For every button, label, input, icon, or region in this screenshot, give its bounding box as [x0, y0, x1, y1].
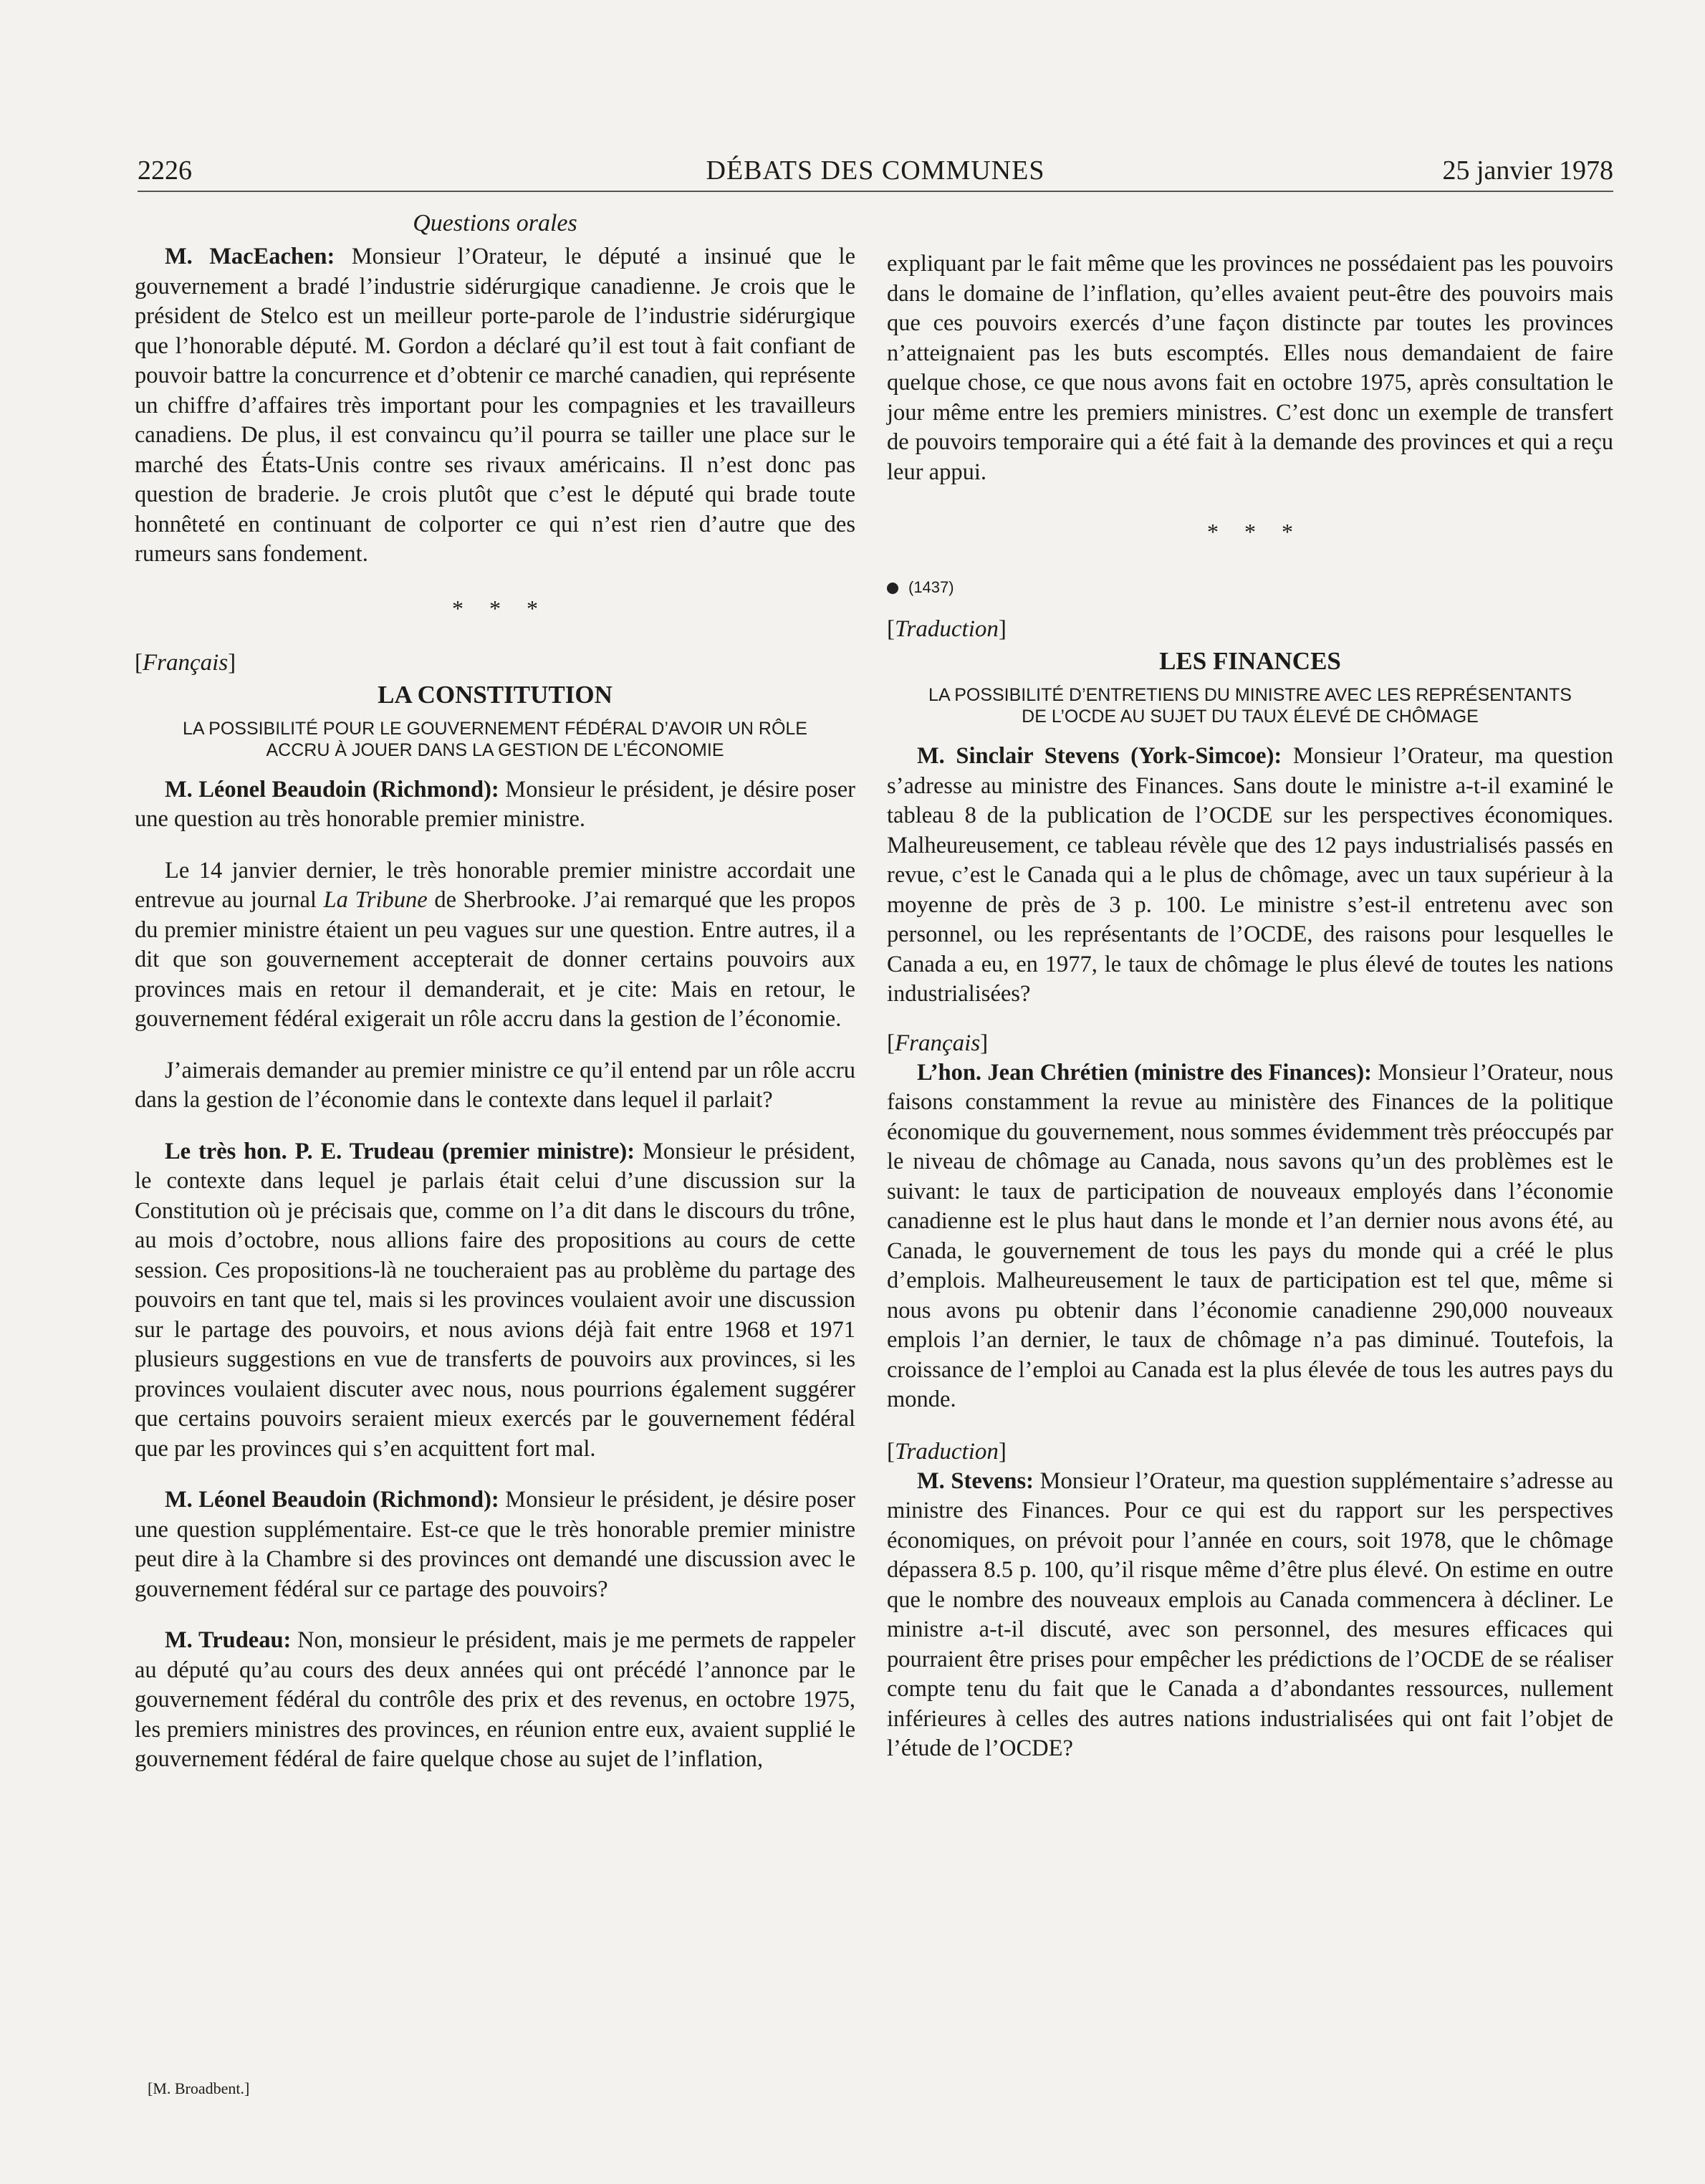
speaker-name: L’hon. Jean Chrétien (ministre des Finances): — [917, 1059, 1372, 1086]
speaker-name: M. Trudeau: — [165, 1627, 292, 1653]
left-column — [135, 208, 855, 1775]
speech-text: Monsieur le président, je désire poser une question au très honorable premier ministre. — [135, 776, 856, 832]
speech-text: Monsieur le président, je désire poser une question supplémentaire. Est-ce que le très honorable premier ministre peut dire à la Chambre si des provinces ont demandé une discussion avec le gouvernement fédéral sur ce partage des pouvoirs? — [135, 1487, 856, 1602]
footnote: [M. Broadbent.] — [148, 2079, 250, 2097]
paragraph — [887, 742, 1613, 1010]
paragraph — [135, 1626, 855, 1775]
language-tag: [Traduction] — [887, 1438, 1007, 1465]
section-separator: * * * — [1207, 519, 1293, 545]
speech-text: Monsieur l’Orateur, ma question s’adresse au ministre des Finances. Sans doute le ministre a-t-il examiné le tableau 8 de la publication de l’OCDE sur les perspectives économiques. Malheureusement, ce tableau révèle que des 12 pays industrialisés passés en revue, c’est le Canada qui a le plus de chômage, avec un taux supérieur à la moyenne de près de 3 p. 100. Le ministre s’est-il entretenu avec son personnel, ou les représentants de l’OCDE, des raisons pour lesquelles le Canada a eu, en 1977, le taux de chômage le plus élevé de toutes les nations industrialisées? — [887, 743, 1613, 1007]
speaker-name: M. Sinclair Stevens (York-Simcoe): — [917, 743, 1282, 769]
speech-text: Non, monsieur le président, mais je me permets de rappeler au député qu’au cours des deux années qui ont précédé l’annonce par le gouvernement fédéral du contrôle des prix et des revenus, en octobre 1975, les premiers ministres des provinces, en réunion entre eux, avaient supplié le gouvernement fédéral de faire quelque chose au sujet de l’inflation, — [135, 1627, 855, 1772]
paragraph — [135, 775, 855, 835]
speech-text: Monsieur l’Orateur, nous faisons constamment la revue au ministère des Finances de la politique économique du gouvernement, nous sommes évidemment très préoccupés par le niveau de chômage au Canada, nous savons qu’un des problèmes est le suivant: le taux de participation de nouveaux employés dans l’économie canadienne est le plus haut dans le monde et l’an dernier nous avons été, au Canada, le gouvernement de tous les pays du monde qui a créé le plus d’emplois. Malheureusement le taux de participation est tel que, même si nous avons pu obtenir dans l’économie canadienne 290,000 nouveaux emplois l’an dernier, le taux de chômage n’a pas diminué. Toutefois, la croissance de l’emploi au Canada est la plus élevée de tous les autres pays du monde. — [887, 1059, 1613, 1412]
paragraph: expliquant par le fait même que les provinces ne possédaient pas les pouvoirs dans le domaine de l’inflation, qu’elles avaient peut-être des pouvoirs mais que ces pouvoirs exercés d’une façon distincte par toutes les provinces n’atteignaient pas les buts escomptés. Elles nous demandaient de faire quelque chose, ce que nous avons fait en octobre 1975, après consultation le jour même entre les premiers ministres. C’est donc un exemple de transfert de pouvoirs temporaire qui a été fait à la demande des provinces et qui a reçu leur appui. — [887, 251, 1613, 485]
language-tag: [Traduction] — [887, 616, 1007, 642]
speaker-name: M. Léonel Beaudoin (Richmond): — [165, 776, 499, 803]
paragraph: Le 14 janvier dernier, le très honorable premier ministre accordait une entrevue au journal La Tribune de Sherbrooke. J’ai remarqué que les propos du premier ministre étaient un peu vagues sur une question. Entre autres, il a dit que son gouvernement accepterait de donner certains pouvoirs aux provinces mais en retour il demanderait, et je cite: Mais en retour, le gouvernement fédéral exigerait un rôle accru dans la gestion de l’économie. — [135, 857, 856, 1032]
paragraph — [135, 1137, 855, 1465]
heading: LES FINANCES — [1159, 647, 1341, 675]
language-tag: [Français] — [887, 1030, 989, 1056]
bullet-icon — [887, 583, 898, 594]
paragraph — [887, 1058, 1613, 1415]
paragraph — [135, 1485, 855, 1604]
issue-date: 25 janvier 1978 — [1442, 155, 1613, 186]
subheading: LA POSSIBILITÉ POUR LE GOUVERNEMENT FÉDÉRAL D’AVOIR UN RÔLE ACCRU À JOUER DANS LA GESTION DE L’ÉCONOMIE — [183, 718, 807, 760]
paragraph: J’aimerais demander au premier ministre ce qu’il entend par un rôle accru dans la gestion de l’économie dans le contexte dans lequel il parlait? — [135, 1057, 855, 1113]
time-marker: (1437) — [887, 577, 1613, 598]
speaker-name: M. Stevens: — [917, 1467, 1034, 1494]
speech-text: Monsieur l’Orateur, le député a insinué que le gouvernement a bradé l’industrie sidérurgique canadienne. Je crois que le président de Stelco est un meilleur porte-parole de l’industrie sidérurgique que l’honorable député. M. Gordon a déclaré qu’il est tout à fait confiant de pouvoir battre la concurrence et d’obtenir ce marché canadien, qui représente un chiffre d’affaires très important pour les compagnies et les travailleurs canadiens. De plus, il est convaincu qu’il pourra se tailler une place sur le marché des États-Unis contre ses rivaux américains. Il n’est donc pas question de braderie. Je crois plutôt que c’est le député qui brade toute honnêteté en continuant de colporter ce qui n’est rien d’autre que des rumeurs sans fondement. — [135, 244, 855, 567]
paragraph — [887, 1467, 1613, 1764]
running-header — [138, 150, 1613, 192]
heading: LA CONSTITUTION — [378, 680, 613, 709]
speech-text: Monsieur l’Orateur, ma question supplémentaire s’adresse au ministre des Finances. Pour ce qui est du rapport sur les perspectives économiques, on prévoit pour l’année en cours, soit 1978, que le chômage dépassera 8.5 p. 100, qu’il risque même d’être plus élevé. On estime en outre que le nombre des nouveaux emplois au Canada commencera à décliner. Le ministre a-t-il discuté, avec son personnel, des mesures efficaces qui pourraient être prises pour empêcher les prédictions de l’OCDE de se réaliser compte tenu du fait que le Canada a d’abondantes ressources, nullement inférieures à celles des autres nations industrialisées qui ont fait l’objet de l’étude de l’OCDE? — [887, 1467, 1613, 1761]
language-tag: [Français] — [135, 649, 236, 676]
publication-title: DÉBATS DES COMMUNES — [706, 155, 1045, 186]
newspaper-title: La Tribune — [323, 887, 428, 913]
speaker-name: Le très hon. P. E. Trudeau (premier ministre): — [165, 1138, 635, 1164]
page-number: 2226 — [138, 155, 192, 186]
speaker-name: M. Léonel Beaudoin (Richmond): — [165, 1487, 499, 1513]
section-separator: * * * — [452, 595, 538, 621]
subheading: LA POSSIBILITÉ D’ENTRETIENS DU MINISTRE AVEC LES REPRÉSENTANTS DE L’OCDE AU SUJET DU TAUX ÉLEVÉ DE CHÔMAGE — [928, 685, 1572, 727]
right-column — [887, 249, 1613, 1764]
section-title: Questions orales — [413, 210, 577, 236]
paragraph — [135, 242, 855, 570]
speaker-name: M. MacEachen: — [165, 244, 335, 269]
speech-text: Monsieur le président, le contexte dans lequel je parlais était celui d’une discussion sur la Constitution où je précisais que, comme on l’a dit dans le discours du trône, au mois d’octobre, nous allions faire des propositions au cours de cette session. Ces propositions-là ne toucheraient pas au problème du partage des pouvoirs en tant que tel, mais si les provinces voulaient avoir une discussion sur le partage des pouvoirs, et nous avions déjà fait entre 1968 et 1971 plusieurs suggestions en vue de transferts de pouvoirs aux provinces, si les provinces voulaient discuter avec nous, nous pourrions également suggérer que certains pouvoirs seraient mieux exercés par le gouvernement fédéral que par les provinces qui s’en acquittent fort mal. — [135, 1138, 855, 1462]
